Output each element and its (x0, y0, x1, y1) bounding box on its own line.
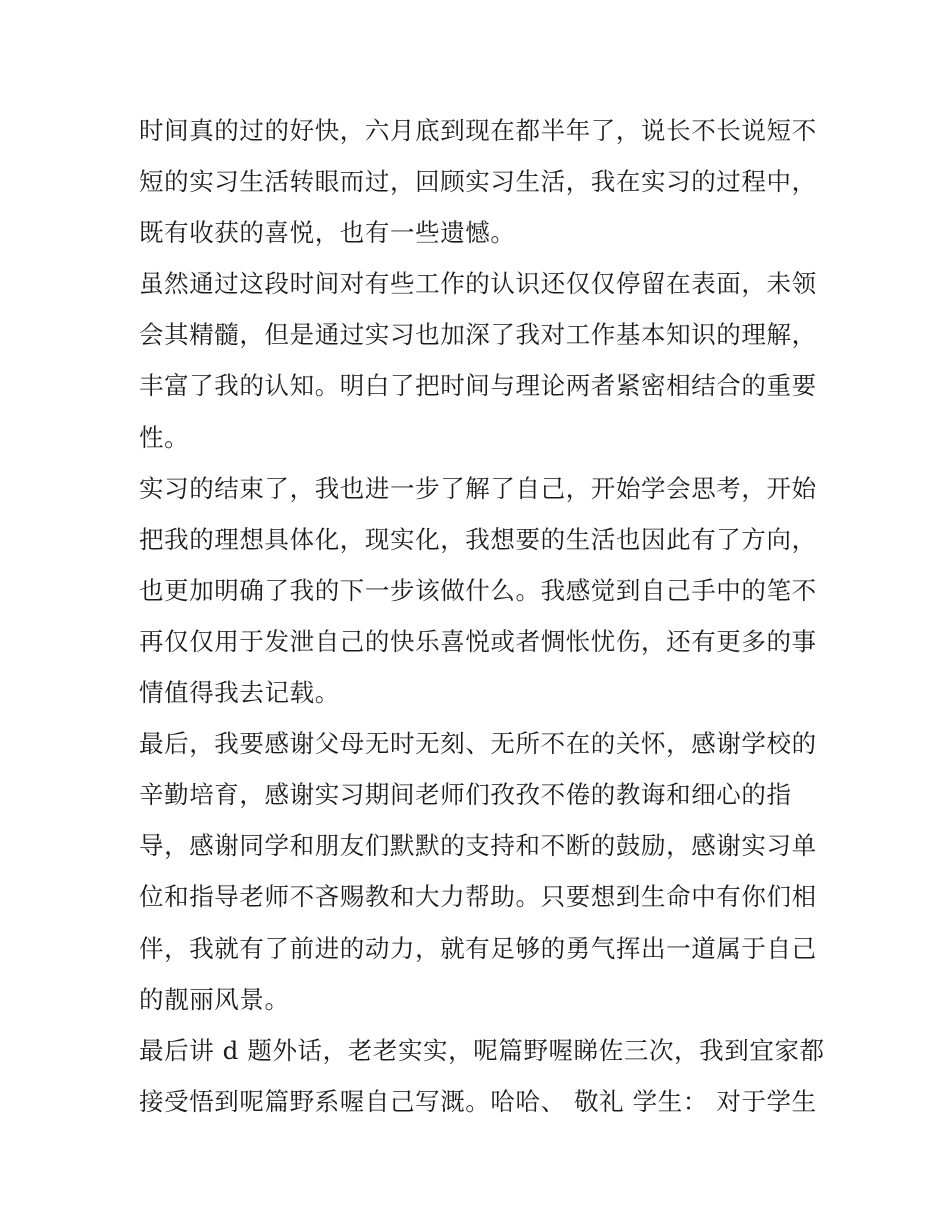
text-line: 伴，我就有了前进的动力，就有足够的勇气挥出一道属于自己 (139, 933, 817, 963)
text-line: 实习的结束了，我也进一步了解了自己，开始学会思考，开始 (139, 473, 817, 503)
text-line: 最后，我要感谢父母无时无刻、无所不在的关怀，感谢学校的 (139, 729, 817, 759)
text-line: 导，感谢同学和朋友们默默的支持和不断的鼓励，感谢实习单 (139, 831, 817, 861)
text-line: 会其精髓，但是通过实习也加深了我对工作基本知识的理解， (139, 320, 817, 350)
text-line: 把我的理想具体化，现实化，我想要的生活也因此有了方向， (139, 524, 817, 554)
text-line: 丰富了我的认知。明白了把时间与理论两者紧密相结合的重要 (139, 371, 817, 401)
body-text (139, 105, 825, 1127)
text-line: 短的实习生活转眼而过，回顾实习生活，我在实习的过程中， (139, 167, 817, 197)
text-line: 时间真的过的好快，六月底到现在都半年了，说长不长说短不 (139, 116, 817, 145)
text-line: 既有收获的喜悦，也有一些遗憾。 (139, 218, 516, 248)
text-line: 辛勤培育，感谢实习期间老师们孜孜不倦的教诲和细心的指 (139, 780, 792, 810)
text-line: 性。 (139, 422, 190, 452)
text-line: 接受悟到呢篇野系喔自己写溉。哈哈、 敬礼 学生： 对于学生 (139, 1086, 817, 1116)
text-line: 的靓丽风景。 (139, 984, 290, 1014)
text-line: 最后讲 d 题外话，老老实实，呢篇野喔睇佐三次，我到宜家都 (139, 1035, 825, 1065)
text-line: 也更加明确了我的下一步该做什么。我感觉到自己手中的笔不 (139, 575, 817, 605)
text-line: 位和指导老师不吝赐教和大力帮助。只要想到生命中有你们相 (139, 882, 817, 912)
text-line: 虽然通过这段时间对有些工作的认识还仅仅停留在表面，未领 (139, 269, 817, 299)
text-line: 情值得我去记载。 (139, 678, 340, 708)
text-line: 再仅仅用于发泄自己的快乐喜悦或者惆怅忧伤，还有更多的事 (139, 626, 817, 656)
